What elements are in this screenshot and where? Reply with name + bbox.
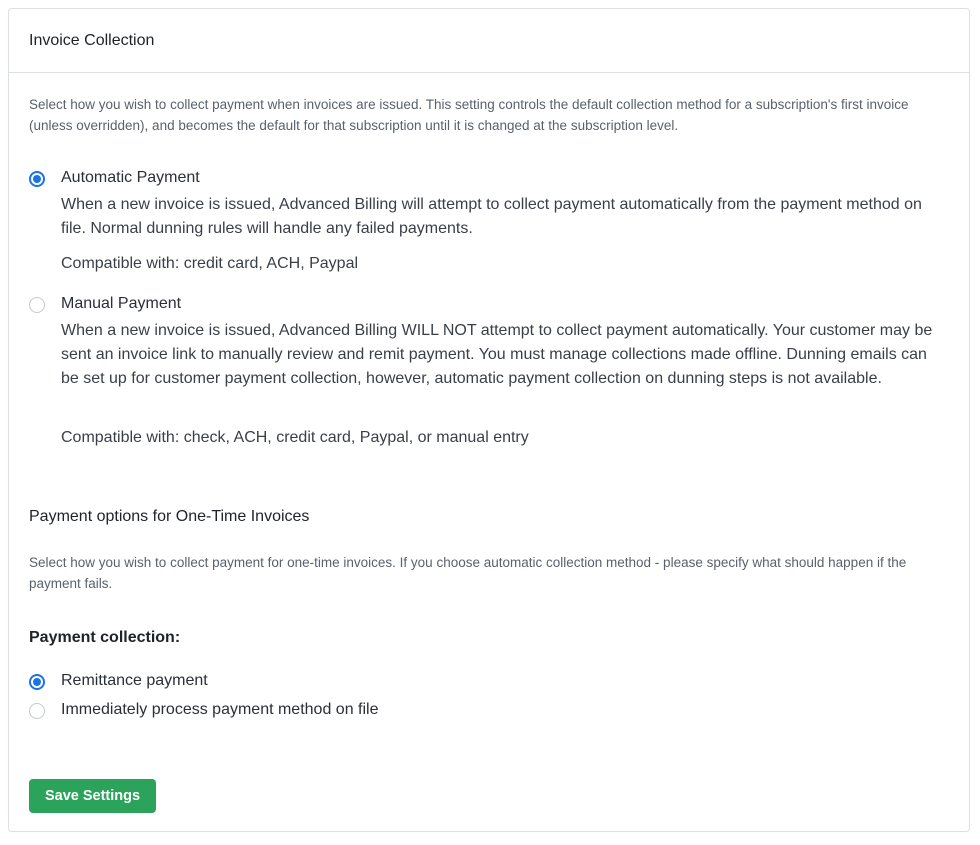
card-title: Invoice Collection — [9, 9, 969, 73]
invoice-collection-card — [8, 8, 970, 832]
manual-payment-compatibility: Compatible with: check, ACH, credit card, Paypal, or manual entry — [61, 429, 529, 446]
automatic-payment-compatibility: Compatible with: credit card, ACH, Paypal — [61, 255, 359, 272]
one-time-invoices-title: Payment options for One-Time Invoices — [29, 508, 310, 525]
invoice-collection-description: Select how you wish to collect payment when invoices are issued. This setting controls the default collection method for a subscription's first invoice (unless overridden), and becomes the default for that subscription until it is changed at the subscription level. — [29, 97, 909, 133]
manual-payment-description: When a new invoice is issued, Advanced Billing WILL NOT attempt to collect payment automatically. Your customer may be sent an invoice link to manually review and remit payment. You must manage collections made offline. Dunning emails can be set up for customer payment collection, however, automatic payment collection on dunning steps is not available. — [61, 322, 933, 387]
immediate-process-label[interactable]: Immediately process payment method on file — [61, 701, 379, 718]
one-time-invoices-description: Select how you wish to collect payment for one-time invoices. If you choose automatic collection method - please specify what should happen if the payment fails. — [29, 555, 907, 591]
automatic-payment-radio[interactable] — [29, 171, 45, 187]
manual-payment-label[interactable]: Manual Payment — [61, 295, 182, 312]
remittance-payment-label[interactable]: Remittance payment — [61, 672, 208, 689]
manual-payment-radio[interactable] — [29, 297, 45, 313]
automatic-payment-description: When a new invoice is issued, Advanced Billing will attempt to collect payment automatically from the payment method on file. Normal dunning rules will handle any failed payments. — [61, 196, 922, 237]
remittance-payment-radio[interactable] — [29, 674, 45, 690]
payment-collection-label: Payment collection: — [29, 629, 181, 646]
save-settings-button[interactable]: Save Settings — [29, 779, 156, 813]
automatic-payment-label[interactable]: Automatic Payment — [61, 169, 200, 186]
immediate-process-radio[interactable] — [29, 703, 45, 719]
